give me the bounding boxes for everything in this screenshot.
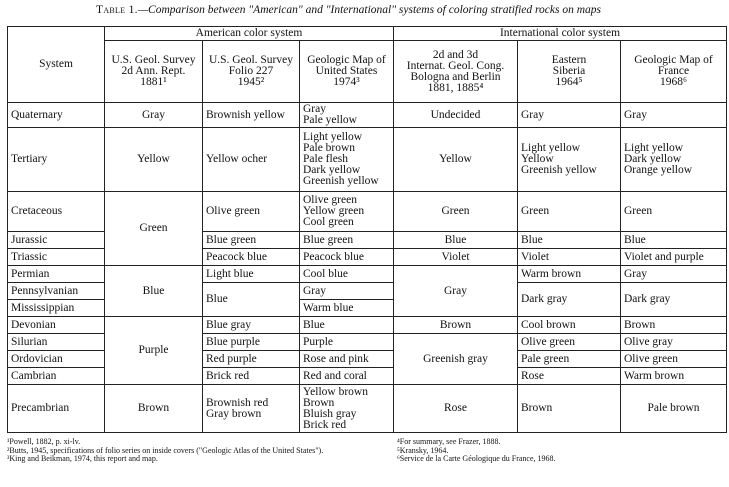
table-row <box>8 103 727 128</box>
table-row <box>8 385 727 433</box>
color-cell: Pale brown <box>621 385 727 433</box>
color-cell: Light blue <box>203 266 300 283</box>
color-cell: Warm blue <box>300 300 394 317</box>
color-cell: Red and coral <box>300 368 394 385</box>
footnote: ²Butts, 1945, specifications of folio series on inside covers ("Geologic Atlas of the United States"). <box>7 445 324 455</box>
color-cell: Blue <box>300 317 394 334</box>
color-cell: Red purple <box>203 351 300 368</box>
color-cell: Gray <box>300 283 394 300</box>
color-cell: Brown <box>105 385 203 433</box>
color-cell: Peacock blue <box>203 249 300 266</box>
color-cell: Light yellow Dark yellow Orange yellow <box>621 128 727 192</box>
system-cell: Triassic <box>8 249 105 266</box>
color-cell: Brownish yellow <box>203 103 300 128</box>
color-cell: Pale green <box>518 351 621 368</box>
footnote: ³King and Beikman, 1974, this report and map. <box>7 454 158 463</box>
header-usgs-annual: U.S. Geol. Survey 2d Ann. Rept. 1881¹ <box>105 41 203 103</box>
color-cell: Blue <box>105 266 203 317</box>
footnotes-left <box>7 438 357 464</box>
color-cell: Olive green Yellow green Cool green <box>300 192 394 232</box>
table-caption: —Comparison between "American" and "International" systems of coloring stratified rocks on maps <box>137 4 602 16</box>
color-cell: Olive green <box>621 351 727 368</box>
system-cell: Permian <box>8 266 105 283</box>
color-cell: Peacock blue <box>300 249 394 266</box>
color-cell: Gray Pale yellow <box>300 103 394 128</box>
system-cell: Mississippian <box>8 300 105 317</box>
color-cell: Dark gray <box>518 283 621 317</box>
color-cell: Brown <box>621 317 727 334</box>
system-cell: Silurian <box>8 334 105 351</box>
color-cell: Green <box>105 192 203 266</box>
system-cell: Ordovician <box>8 351 105 368</box>
color-cell: Green <box>621 192 727 232</box>
color-cell: Rose <box>394 385 518 433</box>
color-cell: Gray <box>518 103 621 128</box>
color-cell: Violet and purple <box>621 249 727 266</box>
system-cell: Jurassic <box>8 232 105 249</box>
footnote: ⁵Kransky, 1964. <box>397 445 449 455</box>
system-cell: Devonian <box>8 317 105 334</box>
color-cell: Yellow <box>105 128 203 192</box>
table-label: Table 1. <box>96 4 138 16</box>
color-cell: Blue <box>621 232 727 249</box>
header-france: Geologic Map of France 1968⁶ <box>621 41 727 103</box>
header-eastern-siberia: Eastern Siberia 1964⁵ <box>518 41 621 103</box>
color-cell: Warm brown <box>621 368 727 385</box>
color-cell: Blue green <box>300 232 394 249</box>
color-cell: Cool brown <box>518 317 621 334</box>
system-cell: Cretaceous <box>8 192 105 232</box>
color-cell: Rose and pink <box>300 351 394 368</box>
color-cell: Brown <box>394 317 518 334</box>
footnote: ⁶Service de la Carte Géologique du France, 1968. <box>397 454 556 463</box>
color-comparison-table <box>7 26 727 433</box>
color-cell: Warm brown <box>518 266 621 283</box>
color-cell: Gray <box>621 103 727 128</box>
color-cell: Olive green <box>203 192 300 232</box>
system-cell: Tertiary <box>8 128 105 192</box>
color-cell: Gray <box>394 266 518 317</box>
header-american-group: American color system <box>105 27 394 41</box>
color-cell: Brownish red Gray brown <box>203 385 300 433</box>
header-usgs-folio: U.S. Geol. Survey Folio 227 1945² <box>203 41 300 103</box>
table-title <box>96 4 601 16</box>
header-international-congress: 2d and 3d Internat. Geol. Cong. Bologna and Berlin 1881, 1885⁴ <box>394 41 518 103</box>
color-cell: Brown <box>518 385 621 433</box>
table-row <box>8 317 727 334</box>
color-cell: Gray <box>621 266 727 283</box>
system-cell: Pennsylvanian <box>8 283 105 300</box>
header-geologic-map-us: Geologic Map of United States 1974³ <box>300 41 394 103</box>
footnote: ⁴For summary, see Frazer, 1888. <box>397 437 501 446</box>
color-cell: Blue <box>394 232 518 249</box>
color-cell: Blue gray <box>203 317 300 334</box>
color-cell: Purple <box>105 317 203 385</box>
header-system: System <box>8 27 105 103</box>
color-cell: Blue <box>518 232 621 249</box>
color-cell: Light yellow Yellow Greenish yellow <box>518 128 621 192</box>
system-cell: Quaternary <box>8 103 105 128</box>
color-cell: Blue green <box>203 232 300 249</box>
system-cell: Precambrian <box>8 385 105 433</box>
color-cell: Olive green <box>518 334 621 351</box>
footnotes-right <box>397 438 717 464</box>
footnote: ¹Powell, 1882, p. xi-lv. <box>7 437 81 446</box>
system-cell: Cambrian <box>8 368 105 385</box>
color-cell: Gray <box>105 103 203 128</box>
color-cell: Green <box>394 192 518 232</box>
color-cell: Yellow <box>394 128 518 192</box>
table-row <box>8 192 727 232</box>
color-cell: Light yellow Pale brown Pale flesh Dark yellow Greenish yellow <box>300 128 394 192</box>
color-cell: Cool blue <box>300 266 394 283</box>
color-cell: Violet <box>518 249 621 266</box>
table-row <box>8 266 727 283</box>
color-cell: Undecided <box>394 103 518 128</box>
color-cell: Olive gray <box>621 334 727 351</box>
table-row <box>8 128 727 192</box>
color-cell: Yellow ocher <box>203 128 300 192</box>
color-cell: Green <box>518 192 621 232</box>
color-cell: Purple <box>300 334 394 351</box>
color-cell: Blue <box>203 283 300 317</box>
color-cell: Yellow brown Brown Bluish gray Brick red <box>300 385 394 433</box>
header-international-group: International color system <box>394 27 727 41</box>
color-cell: Blue purple <box>203 334 300 351</box>
color-cell: Greenish gray <box>394 334 518 385</box>
color-cell: Dark gray <box>621 283 727 317</box>
color-cell: Rose <box>518 368 621 385</box>
color-cell: Violet <box>394 249 518 266</box>
color-cell: Brick red <box>203 368 300 385</box>
